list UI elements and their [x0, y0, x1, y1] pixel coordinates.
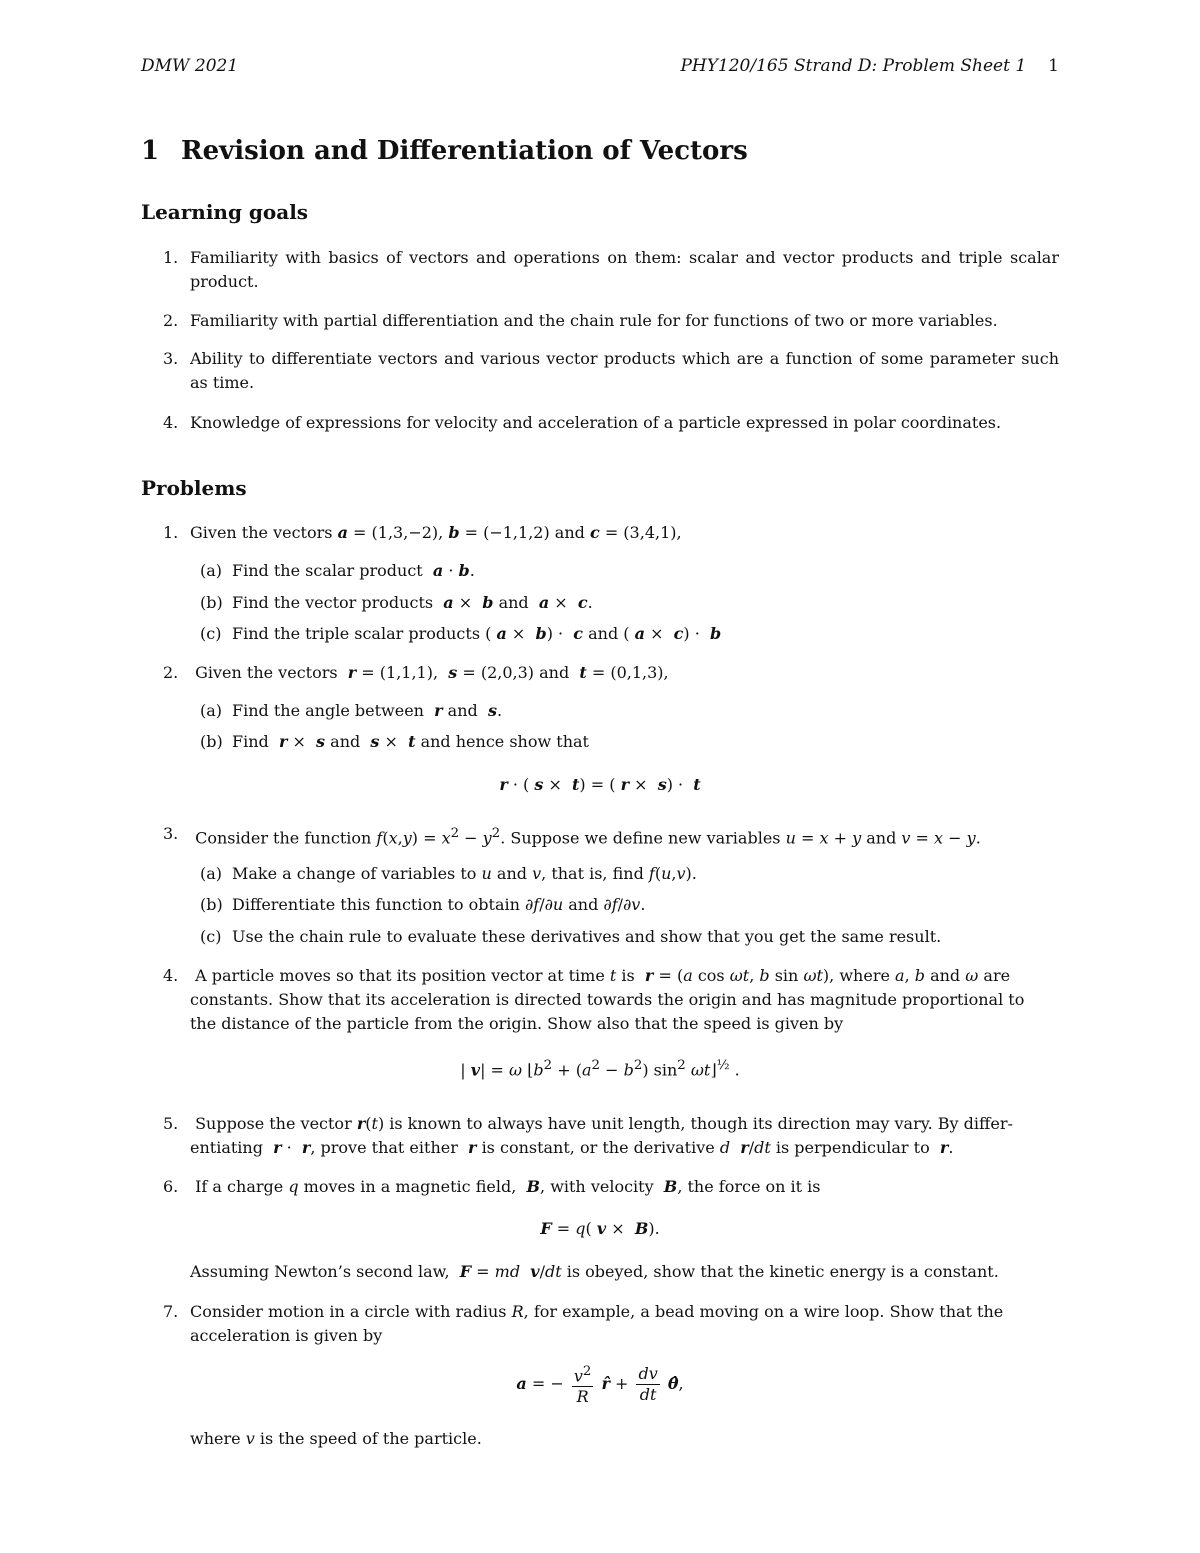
learning-goals-heading: Learning goals [141, 200, 309, 224]
problem-4: 4. A particle moves so that its position vector at time t is r = (a cos ωt, b sin ωt), where a, b and ω are constants. Show that its acceleration is directed towards the origin and has magnitude proportional to the distance of the particle from the origin. Show also that the speed is given by [163, 966, 1025, 1033]
header-title: PHY120/165 Strand D: Problem Sheet 1 1 [680, 56, 1059, 76]
problem-6: 6. If a charge q moves in a magnetic field, B, with velocity B, the force on it is [163, 1177, 821, 1196]
problems-heading: Problems [141, 476, 247, 500]
problem-6-followup: Assuming Newton’s second law, F = md v/dt is obeyed, show that the kinetic energy is a constant. [190, 1262, 999, 1281]
page-header [141, 56, 1059, 80]
problem-7-followup: where v is the speed of the particle. [190, 1429, 482, 1448]
goal-item: 1. Familiarity with basics of vectors and operations on them: scalar and vector products and triple scalar product. [163, 248, 1059, 291]
equation-triple-product: r · ( s × t) = ( r × s) · t [499, 775, 701, 794]
goal-item: 4. Knowledge of expressions for velocity and acceleration of a particle expressed in polar coordinates. [163, 413, 1002, 432]
problem-2: 2. Given the vectors r = (1,1,1), s = (2,0,3) and t = (0,1,3), [163, 663, 669, 682]
problem-3c: (c) Use the chain rule to evaluate these derivatives and show that you get the same result. [200, 927, 942, 946]
problem-2a: (a) Find the angle between r and s. [200, 701, 503, 720]
problem-3b: (b) Differentiate this function to obtain ∂f/∂u and ∂f/∂v. [200, 895, 646, 914]
problem-1c: (c) Find the triple scalar products ( a × b) · c and ( a × c) · b [200, 624, 722, 643]
problem-3: 3. Consider the function $f(x,y) = x^2 - y^2$. Suppose we define new variables u = x + y and v = x − y. [163, 824, 981, 848]
problem-2b: (b) Find r × s and s × t and hence show that [200, 732, 589, 751]
section-number: 1 [141, 136, 160, 166]
section-title [141, 136, 748, 166]
problem-5: 5. Suppose the vector r(t) is known to always have unit length, though its direction may vary. By differ- entiating r · r, prove that either r is constant, or the derivative d r/dt is perpendicular to r. [163, 1114, 1013, 1157]
problem-1: 1. Given the vectors a = (1,3,−2), b = (−1,1,2) and c = (3,4,1), [163, 523, 682, 542]
section-title-text: Revision and Differentiation of Vectors [181, 136, 748, 166]
equation-speed: | v| = ω $⌊b^2 + (a^2 - b^2)$ $\sin^2$ ωt⌋$^{\frac{1}{2}}$ . [460, 1058, 740, 1080]
equation-lorentz: F = q( v × B). [540, 1219, 660, 1238]
header-author: DMW 2021 [141, 56, 239, 76]
problem-3a: (a) Make a change of variables to u and v, that is, find f(u,v). [200, 864, 697, 883]
goal-item: 2. Familiarity with partial differentiation and the chain rule for for functions of two or more variables. [163, 311, 998, 330]
page-number: 1 [1048, 56, 1059, 76]
problem-1a: (a) Find the scalar product a · b. [200, 561, 475, 580]
equation-circular-acceleration: a = − $\frac{v^2}{R}$ r̂ + $\frac{dv}{dt}$ θ̂, [516, 1364, 684, 1407]
problem-1b: (b) Find the vector products a × b and a × c. [200, 593, 593, 612]
problem-7: 7. Consider motion in a circle with radius R, for example, a bead moving on a wire loop. Show that the acceleration is given by [163, 1302, 1004, 1345]
goal-item: 3. Ability to differentiate vectors and various vector products which are a function of some parameter such as time. [163, 349, 1059, 392]
